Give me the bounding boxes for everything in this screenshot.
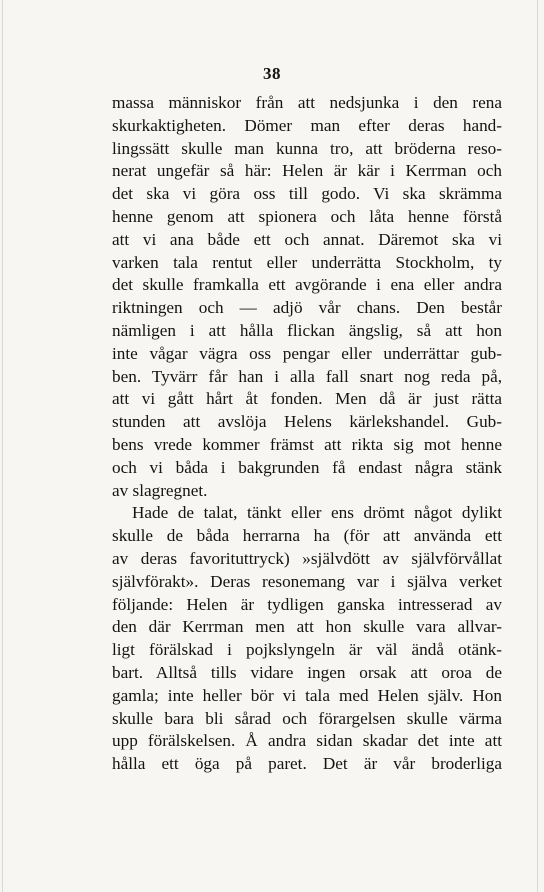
text-line: inte vågar vägra oss pengar eller underrättar gub- bbox=[112, 343, 502, 363]
text-line: det ska vi göra oss till godo. Vi ska skrämma bbox=[112, 184, 502, 204]
text-line: skulle bara bli sårad och förargelsen skulle värma bbox=[112, 708, 502, 728]
text-line: gamla; inte heller bör vi tala med Helen själv. Hon bbox=[112, 685, 502, 705]
text-line: stunden att avslöja Helens kärlekshandel. Gub- bbox=[112, 412, 502, 432]
text-line: henne genom att spionera och låta henne förstå bbox=[112, 206, 502, 226]
text-line: att vi gått hårt åt fonden. Men då är just rätta bbox=[112, 389, 502, 409]
text-line: självförakt». Deras resonemang var i själva verket bbox=[112, 571, 502, 591]
text-line: ligt förälskad i pojkslyngeln är väl ändå otänk- bbox=[112, 640, 502, 660]
text-line: massa människor från att nedsjunka i den rena bbox=[112, 93, 502, 112]
text-line: av deras favorituttryck) »självdött av självförvållat bbox=[112, 548, 502, 568]
text-line: och vi båda i bakgrunden få endast några stänk bbox=[112, 457, 502, 477]
text-line: nerat ungefär så här: Helen är kär i Kerrman och bbox=[112, 161, 502, 181]
text-line: den där Kerrman men att hon skulle vara allvar- bbox=[112, 617, 502, 637]
page-edge-right bbox=[537, 0, 538, 892]
text-line: nämligen i att hålla flickan ängslig, så att hon bbox=[112, 320, 502, 340]
text-line: ben. Tyvärr får han i alla fall snart nog reda på, bbox=[112, 366, 502, 386]
text-line: skulle de båda herrarna ha (för att använda ett bbox=[112, 526, 502, 546]
body-text bbox=[112, 92, 502, 776]
text-line: skurkaktigheten. Dömer man efter deras hand- bbox=[112, 115, 502, 135]
text-line: upp förälskelsen. Å andra sidan skadar det inte att bbox=[112, 731, 502, 751]
page-number: 38 bbox=[263, 64, 281, 83]
text-line: riktningen och — adjö vår chans. Den består bbox=[112, 298, 502, 318]
text-line: bart. Alltså tills vidare ingen orsak att oroa de bbox=[112, 662, 502, 682]
text-line: det skulle framkalla ett avgörande i ena eller andra bbox=[112, 275, 502, 295]
text-line: hålla ett öga på paret. Det är vår broderliga bbox=[112, 754, 502, 774]
text-line: lingssätt skulle man kunna tro, att bröderna reso- bbox=[112, 138, 502, 158]
text-line: bens vrede kommer främst att rikta sig mot henne bbox=[112, 434, 502, 454]
text-line: att vi ana både ett och annat. Däremot ska vi bbox=[112, 229, 502, 249]
text-line: följande: Helen är tydligen ganska intresserad av bbox=[112, 594, 502, 614]
page-edge-left bbox=[2, 0, 3, 892]
text-line: varken tala rentut eller underrätta Stockholm, ty bbox=[112, 252, 502, 272]
text-line: Hade de talat, tänkt eller ens drömt något dylikt bbox=[132, 503, 502, 523]
text-line: av slagregnet. bbox=[112, 480, 208, 500]
